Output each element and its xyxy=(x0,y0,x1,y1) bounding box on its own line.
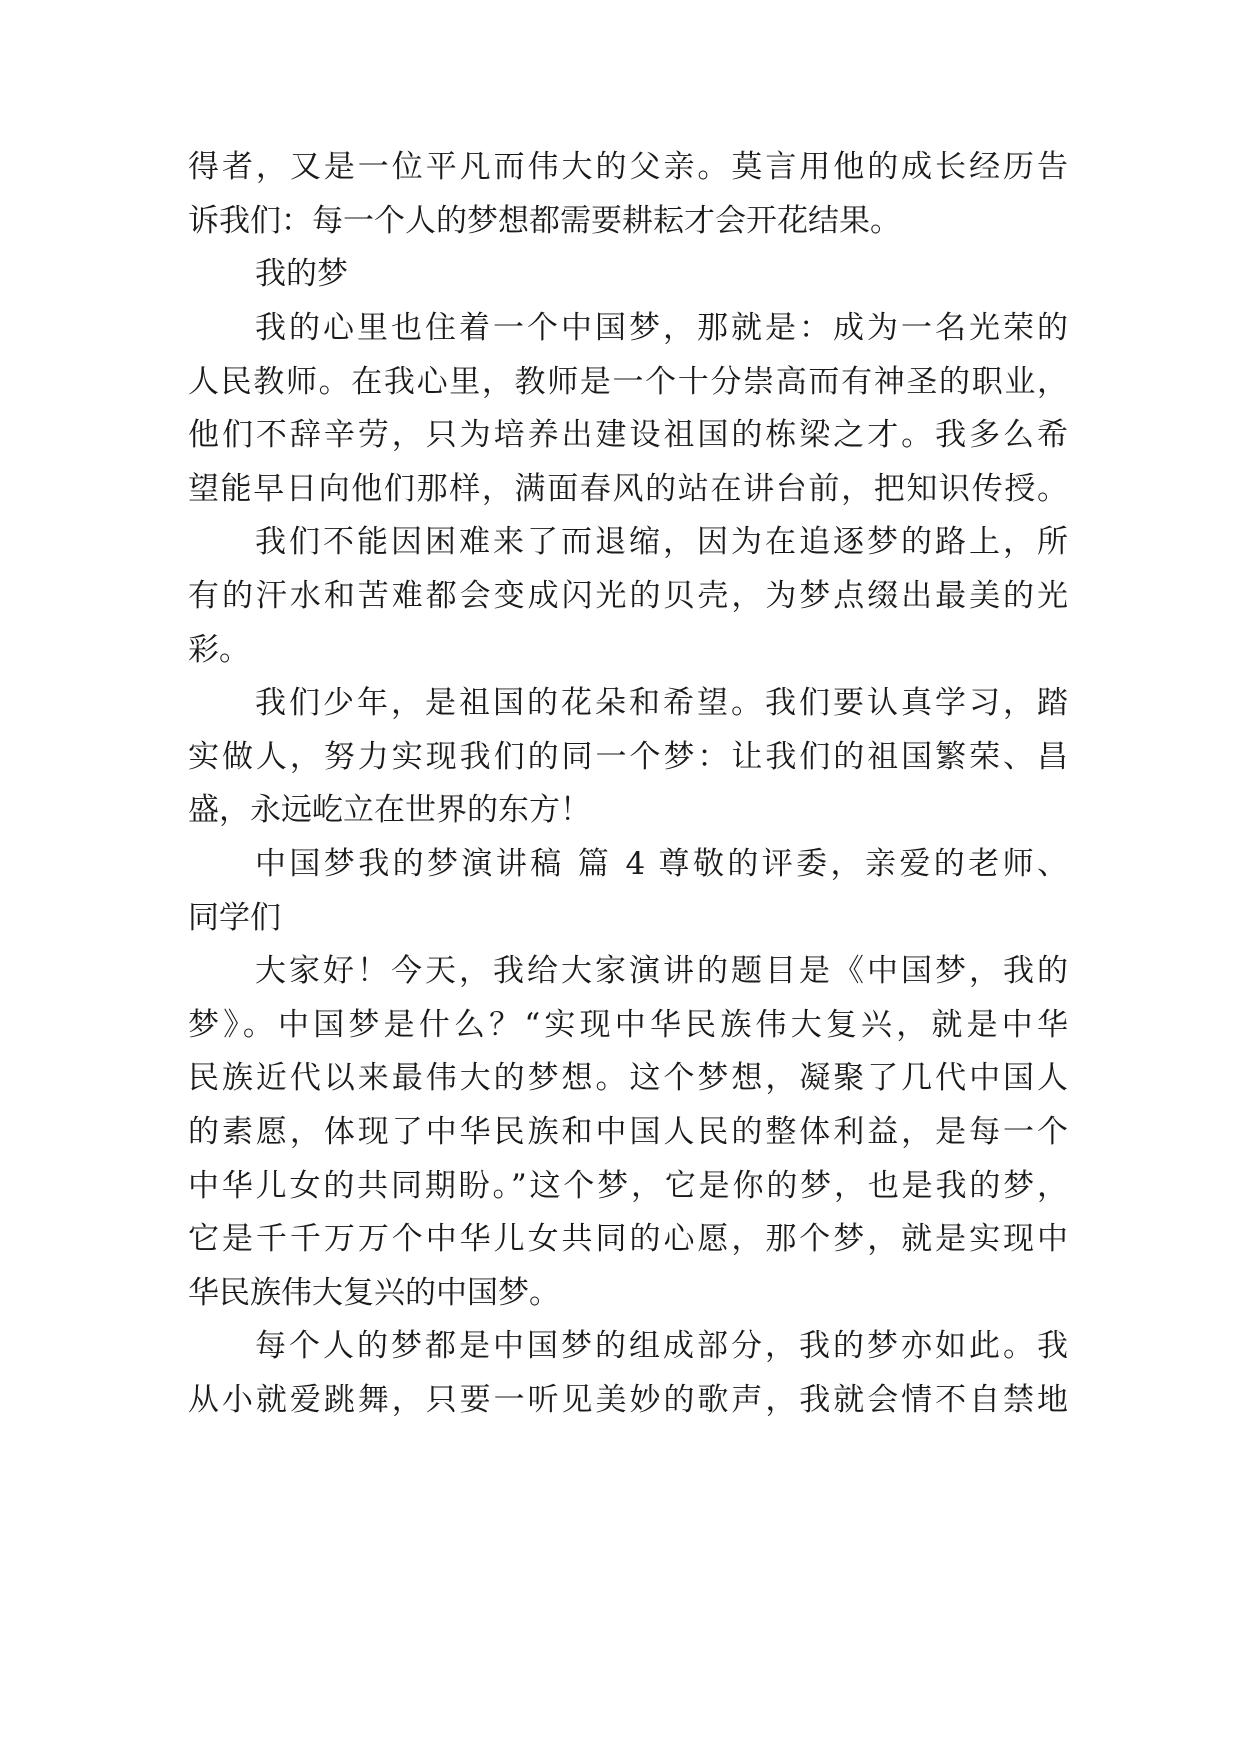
paragraph-line: 我们少年，是祖国的花朵和希望。我们要认真学习，踏 xyxy=(255,685,1068,721)
paragraph-line: 他们不辞辛劳，只为培养出建设祖国的栋梁之才。我多么希 xyxy=(188,417,1068,453)
paragraph-line: 我的心里也住着一个中国梦，那就是：成为一名光荣的 xyxy=(255,310,1068,346)
paragraph-line: 它是千千万万个中华儿女共同的心愿，那个梦，就是实现中 xyxy=(188,1221,1068,1257)
paragraph-line: 同学们 xyxy=(188,900,281,936)
paragraph-line: 我们不能因困难来了而退缩，因为在追逐梦的路上，所 xyxy=(255,524,1068,560)
paragraph-line: 梦》。中国梦是什么？“实现中华民族伟大复兴，就是中华 xyxy=(188,1007,1068,1043)
paragraph-line: 每个人的梦都是中国梦的组成部分，我的梦亦如此。我 xyxy=(255,1328,1068,1364)
paragraph-line: 大家好！今天，我给大家演讲的题目是《中国梦，我的 xyxy=(255,953,1068,989)
paragraph-line: 人民教师。在我心里，教师是一个十分崇高而有神圣的职业， xyxy=(188,364,1068,400)
paragraph-line: 从小就爱跳舞，只要一听见美妙的歌声，我就会情不自禁地 xyxy=(188,1382,1068,1418)
paragraph-line: 中华儿女的共同期盼。”这个梦，它是你的梦，也是我的梦， xyxy=(188,1168,1068,1204)
paragraph-line: 彩。 xyxy=(188,632,250,668)
paragraph-line: 实做人，努力实现我们的同一个梦：让我们的祖国繁荣、昌 xyxy=(188,739,1068,775)
section-heading: 我的梦 xyxy=(255,256,348,292)
paragraph-line: 得者，又是一位平凡而伟大的父亲。莫言用他的成长经历告 xyxy=(188,149,1068,185)
paragraph-line: 诉我们：每一个人的梦想都需要耕耘才会开花结果。 xyxy=(188,203,901,239)
paragraph-line: 民族近代以来最伟大的梦想。这个梦想，凝聚了几代中国人 xyxy=(188,1060,1068,1096)
paragraph-line: 望能早日向他们那样，满面春风的站在讲台前，把知识传授。 xyxy=(188,471,1068,507)
paragraph-line: 华民族伟大复兴的中国梦。 xyxy=(188,1275,560,1311)
paragraph-line: 中国梦我的梦演讲稿 篇 4 尊敬的评委，亲爱的老师、 xyxy=(255,846,1068,882)
paragraph-line: 的素愿，体现了中华民族和中国人民的整体利益，是每一个 xyxy=(188,1114,1068,1150)
paragraph-line: 有的汗水和苦难都会变成闪光的贝壳，为梦点缀出最美的光 xyxy=(188,578,1068,614)
paragraph-line: 盛，永远屹立在世界的东方！ xyxy=(188,792,591,828)
